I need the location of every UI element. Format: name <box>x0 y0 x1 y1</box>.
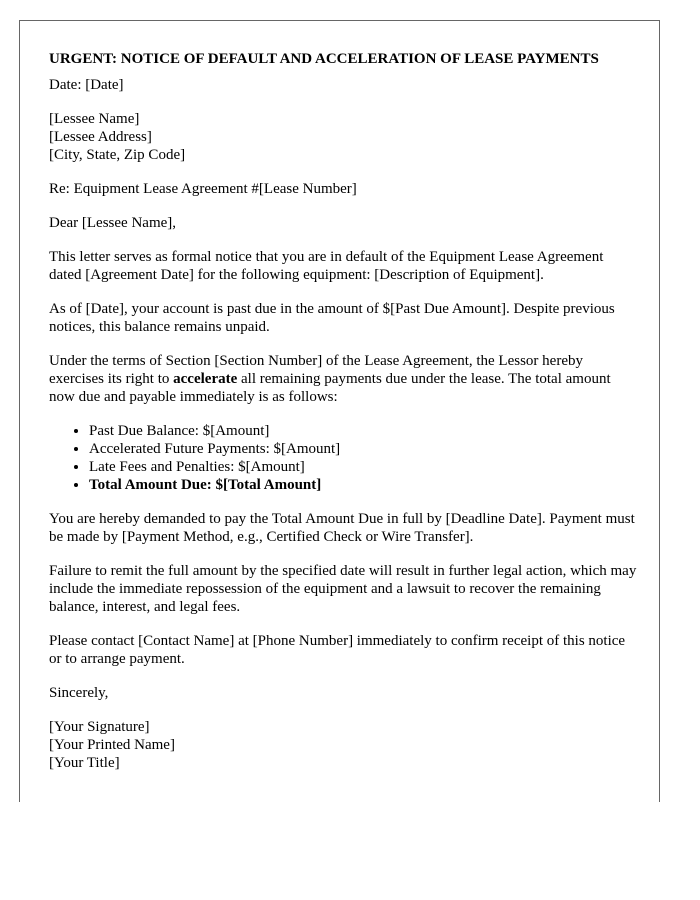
lessee-name-line: [Lessee Name] <box>49 111 140 127</box>
legal-action-paragraph: Failure to remit the full amount by the specified date will result in further legal action, which may include the immediate repossession of the equipment and a lawsuit to recover the remaining balance, interest, and legal fees. <box>49 563 637 615</box>
accelerate-emphasis: accelerate <box>173 371 238 387</box>
amount-list <box>49 422 639 494</box>
acceleration-paragraph <box>49 352 639 406</box>
default-notice-paragraph: This letter serves as formal notice that you are in default of the Equipment Lease Agreement dated [Agreement Date] for the following equipment: [Description of Equipment]. <box>49 249 604 283</box>
payment-demand-paragraph: You are hereby demanded to pay the Total Amount Due in full by [Deadline Date]. Payment must be made by [Payment Method, e.g., Certified Check or Wire Transfer]. <box>49 511 635 545</box>
past-due-paragraph: As of [Date], your account is past due in the amount of $[Past Due Amount]. Despite previous notices, this balance remains unpaid. <box>49 301 615 335</box>
acceleration-text-before: Under the terms of Section [Section Number] of the Lease Agreement, the Lessor hereby exercises its right to <box>49 353 583 387</box>
acceleration-text-after: all remaining payments due under the lease. The total amount now due and payable immediately is as follows: <box>49 371 611 405</box>
salutation: Dear [Lessee Name], <box>49 215 177 231</box>
letter-body <box>49 50 639 788</box>
signature-block <box>49 718 639 772</box>
subject-line: Re: Equipment Lease Agreement #[Lease Number] <box>49 181 357 197</box>
past-due-balance-item: • Past Due Balance: $[Amount] <box>89 422 639 440</box>
letter-page <box>19 20 660 802</box>
lessee-address-line: [Lessee Address] <box>49 129 152 145</box>
contact-paragraph: Please contact [Contact Name] at [Phone Number] immediately to confirm receipt of this notice or to arrange payment. <box>49 633 626 667</box>
city-state-zip-line: [City, State, Zip Code] <box>49 147 186 163</box>
letter-title: URGENT: NOTICE OF DEFAULT AND ACCELERATION OF LEASE PAYMENTS <box>49 51 599 67</box>
printed-name-line: [Your Printed Name] <box>49 737 175 753</box>
total-amount-item: • Total Amount Due: $[Total Amount] <box>89 476 639 494</box>
closing: Sincerely, <box>49 685 109 701</box>
late-fees-item: • Late Fees and Penalties: $[Amount] <box>89 458 639 476</box>
date-line: Date: [Date] <box>49 77 124 93</box>
signature-line: [Your Signature] <box>49 719 150 735</box>
title-line: [Your Title] <box>49 755 120 771</box>
accelerated-payments-item: • Accelerated Future Payments: $[Amount] <box>89 440 639 458</box>
lessee-address-block <box>49 110 639 164</box>
